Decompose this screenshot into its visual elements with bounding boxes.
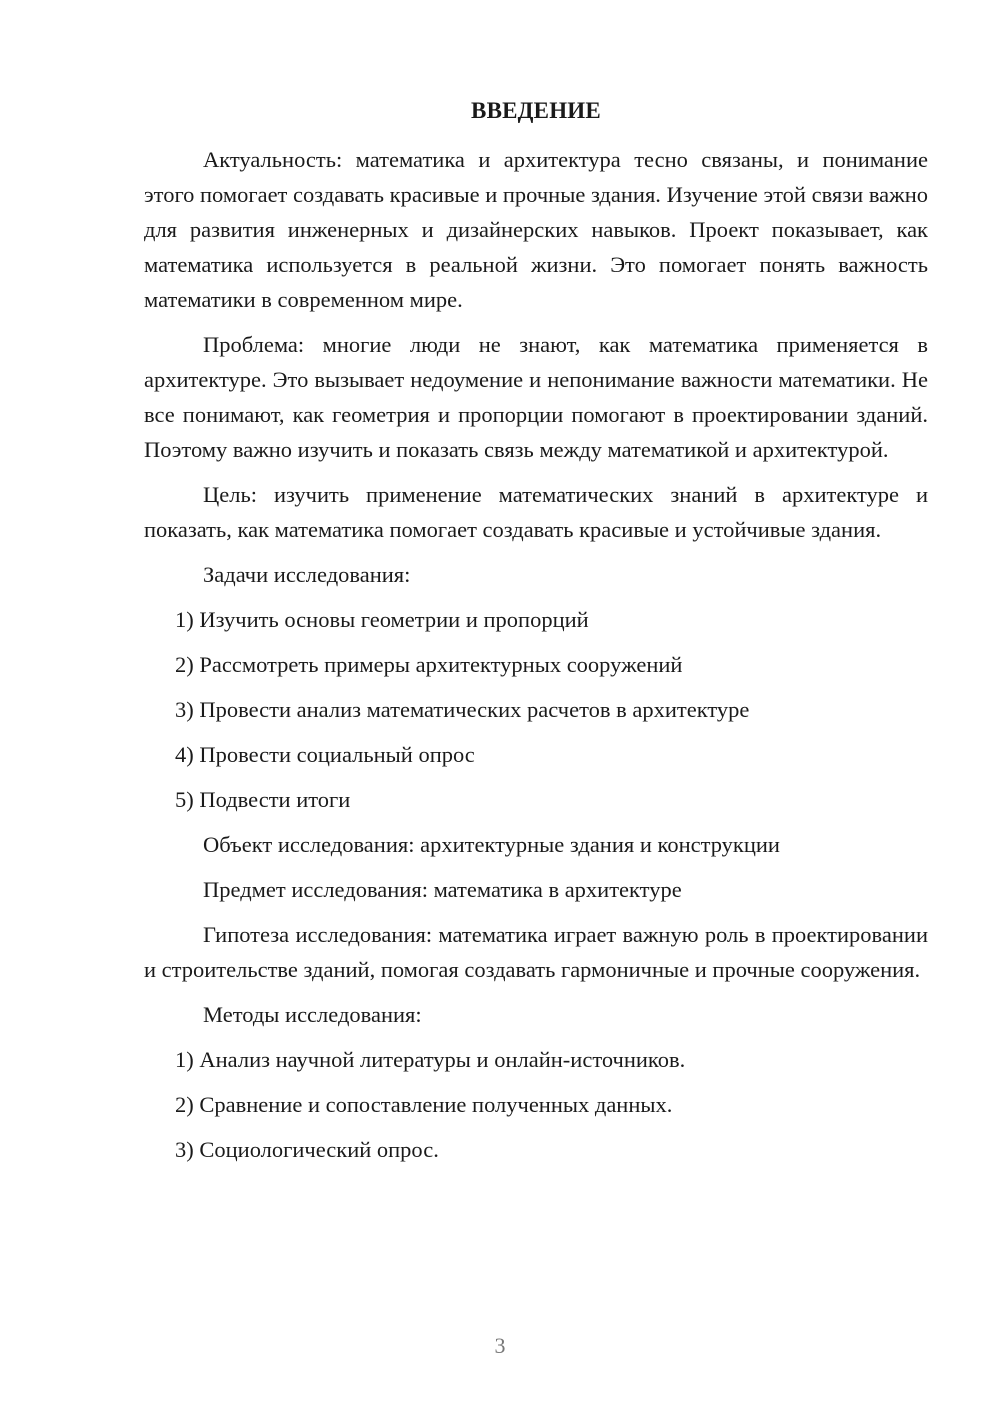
list-item: 1) Анализ научной литературы и онлайн-источников.	[175, 1047, 686, 1072]
research-subject: Предмет исследования: математика в архитектуре	[203, 877, 682, 902]
list-item: 5) Подвести итоги	[175, 787, 351, 812]
list-item: 2) Рассмотреть примеры архитектурных сооружений	[175, 652, 683, 677]
tasks-list	[144, 602, 928, 817]
hypothesis-paragraph: Гипотеза исследования: математика играет важную роль в проектировании и строительстве зданий, помогая создавать гармоничные и прочные сооружения.	[144, 922, 928, 982]
list-item: 1) Изучить основы геометрии и пропорций	[175, 607, 589, 632]
list-item: 3) Провести анализ математических расчетов в архитектуре	[175, 697, 750, 722]
document-body	[144, 96, 928, 1177]
research-object: Объект исследования: архитектурные здания и конструкции	[203, 832, 780, 857]
methods-label: Методы исследования:	[203, 1002, 422, 1027]
list-item: 3) Социологический опрос.	[175, 1137, 439, 1162]
section-title: ВВЕДЕНИЕ	[471, 98, 601, 123]
page-number: 3	[494, 1333, 506, 1358]
relevance-paragraph: Актуальность: математика и архитектура тесно связаны, и понимание этого помогает создавать красивые и прочные здания. Изучение этой связи важно для развития инженерных и дизайнерских навыков. Проект показывает, как математика используется в реальной жизни. Это помогает понять важность математики в современном мире.	[144, 147, 928, 312]
tasks-label: Задачи исследования:	[203, 562, 411, 587]
goal-paragraph: Цель: изучить применение математических знаний в архитектуре и показать, как математика помогает создавать красивые и устойчивые здания.	[144, 482, 928, 542]
list-item: 4) Провести социальный опрос	[175, 742, 475, 767]
list-item: 2) Сравнение и сопоставление полученных данных.	[175, 1092, 673, 1117]
methods-list	[144, 1042, 928, 1167]
problem-paragraph: Проблема: многие люди не знают, как математика применяется в архитектуре. Это вызывает недоумение и непонимание важности математики. Не все понимают, как геометрия и пропорции помогают в проектировании зданий. Поэтому важно изучить и показать связь между математикой и архитектурой.	[144, 332, 928, 462]
